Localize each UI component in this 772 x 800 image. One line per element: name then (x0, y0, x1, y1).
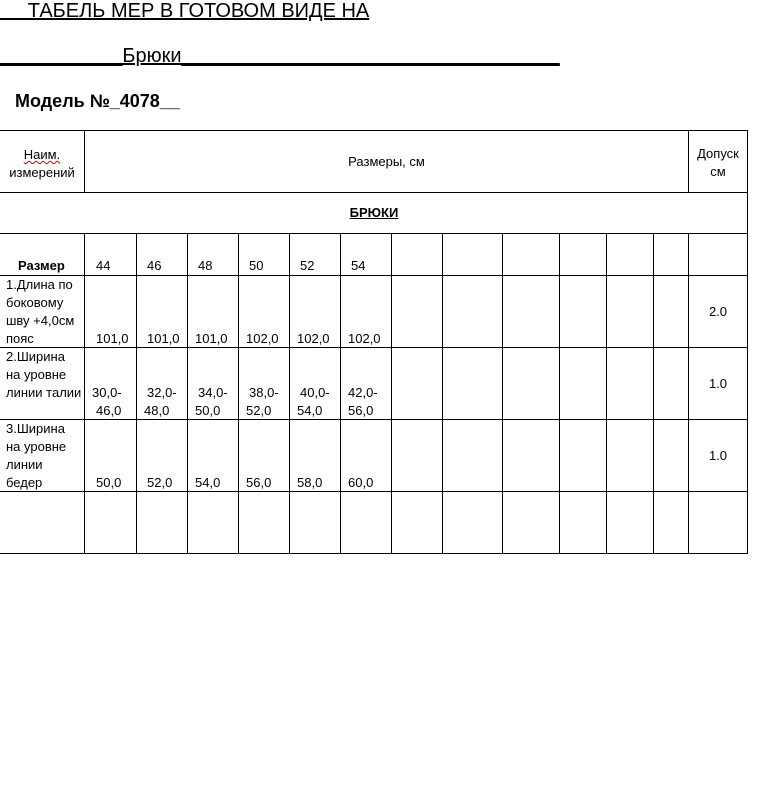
table-rule (84, 233, 85, 554)
table-rule (0, 192, 748, 193)
cell-value: 54,0 (195, 475, 221, 490)
cell-value-bottom: 46,0 (96, 403, 122, 418)
table-rule (187, 233, 188, 554)
cell-value-top: 42,0- (348, 385, 378, 400)
cell-value: 52,0 (147, 475, 173, 490)
cell-value-top: 32,0- (147, 385, 177, 400)
column-header-tolerance: Допуск см (697, 146, 739, 179)
cell-value-top: 30,0- (92, 385, 122, 400)
table-rule (0, 233, 748, 234)
cell-value-top: 34,0- (198, 385, 228, 400)
size-value: 44 (96, 258, 111, 273)
cell-value-bottom: 50,0 (195, 403, 221, 418)
cell-value-top: 40,0- (300, 385, 330, 400)
cell-value: 56,0 (246, 475, 272, 490)
cell-value: 101,0 (195, 331, 228, 346)
tolerance-value: 1.0 (708, 448, 728, 463)
size-value: 52 (300, 258, 315, 273)
cell-value: 60,0 (348, 475, 374, 490)
size-value: 46 (147, 258, 162, 273)
table-rule (442, 233, 443, 554)
table-rule (136, 233, 137, 554)
cell-value-bottom: 56,0 (348, 403, 374, 418)
size-value: 48 (198, 258, 213, 273)
garment-type-line: ___________Брюки__________________________________ (0, 45, 560, 67)
cell-value: 101,0 (147, 331, 180, 346)
table-rule (340, 233, 341, 554)
row-name: 3.Ширина на уровне линии бедер (6, 421, 67, 490)
column-header-name (0, 146, 84, 182)
table-rule (391, 233, 392, 554)
document-title: ТАБЕЛЬ МЕР В ГОТОВОМ ВИДЕ НА (0, 0, 370, 22)
model-number: Модель №_4078__ (0, 91, 180, 111)
tolerance-value: 2.0 (708, 304, 728, 319)
cell-value-bottom: 54,0 (297, 403, 323, 418)
section-title: БРЮКИ (349, 205, 399, 220)
table-rule (606, 233, 607, 554)
row-name: 2.Ширина на уровне линии талии (6, 349, 82, 400)
cell-value: 50,0 (96, 475, 122, 490)
cell-value-top: 38,0- (249, 385, 279, 400)
cell-value-bottom: 48,0 (144, 403, 170, 418)
column-header-sizes: Размеры, см (348, 154, 425, 169)
size-label: Размер (18, 258, 65, 273)
table-rule (502, 233, 503, 554)
table-border-bottom (0, 553, 748, 554)
tolerance-value: 1.0 (708, 376, 728, 391)
column-header-name-line2: измерений (9, 165, 75, 180)
cell-value: 101,0 (96, 331, 129, 346)
measurement-table (0, 130, 748, 554)
column-header-name-line1: Наим. (23, 147, 61, 162)
cell-value: 58,0 (297, 475, 323, 490)
table-border-top (0, 130, 748, 131)
table-rule (559, 233, 560, 554)
row-name: 1.Длина по боковому шву +4,0см пояс (6, 277, 75, 346)
cell-value: 102,0 (246, 331, 279, 346)
table-rule (289, 233, 290, 554)
cell-value-bottom: 52,0 (246, 403, 272, 418)
size-value: 54 (351, 258, 366, 273)
cell-value: 102,0 (348, 331, 381, 346)
cell-value: 102,0 (297, 331, 330, 346)
table-border-right (747, 130, 748, 554)
table-rule (688, 233, 689, 554)
table-rule (238, 233, 239, 554)
size-value: 50 (249, 258, 264, 273)
table-rule (653, 233, 654, 554)
table-rule (0, 275, 748, 276)
